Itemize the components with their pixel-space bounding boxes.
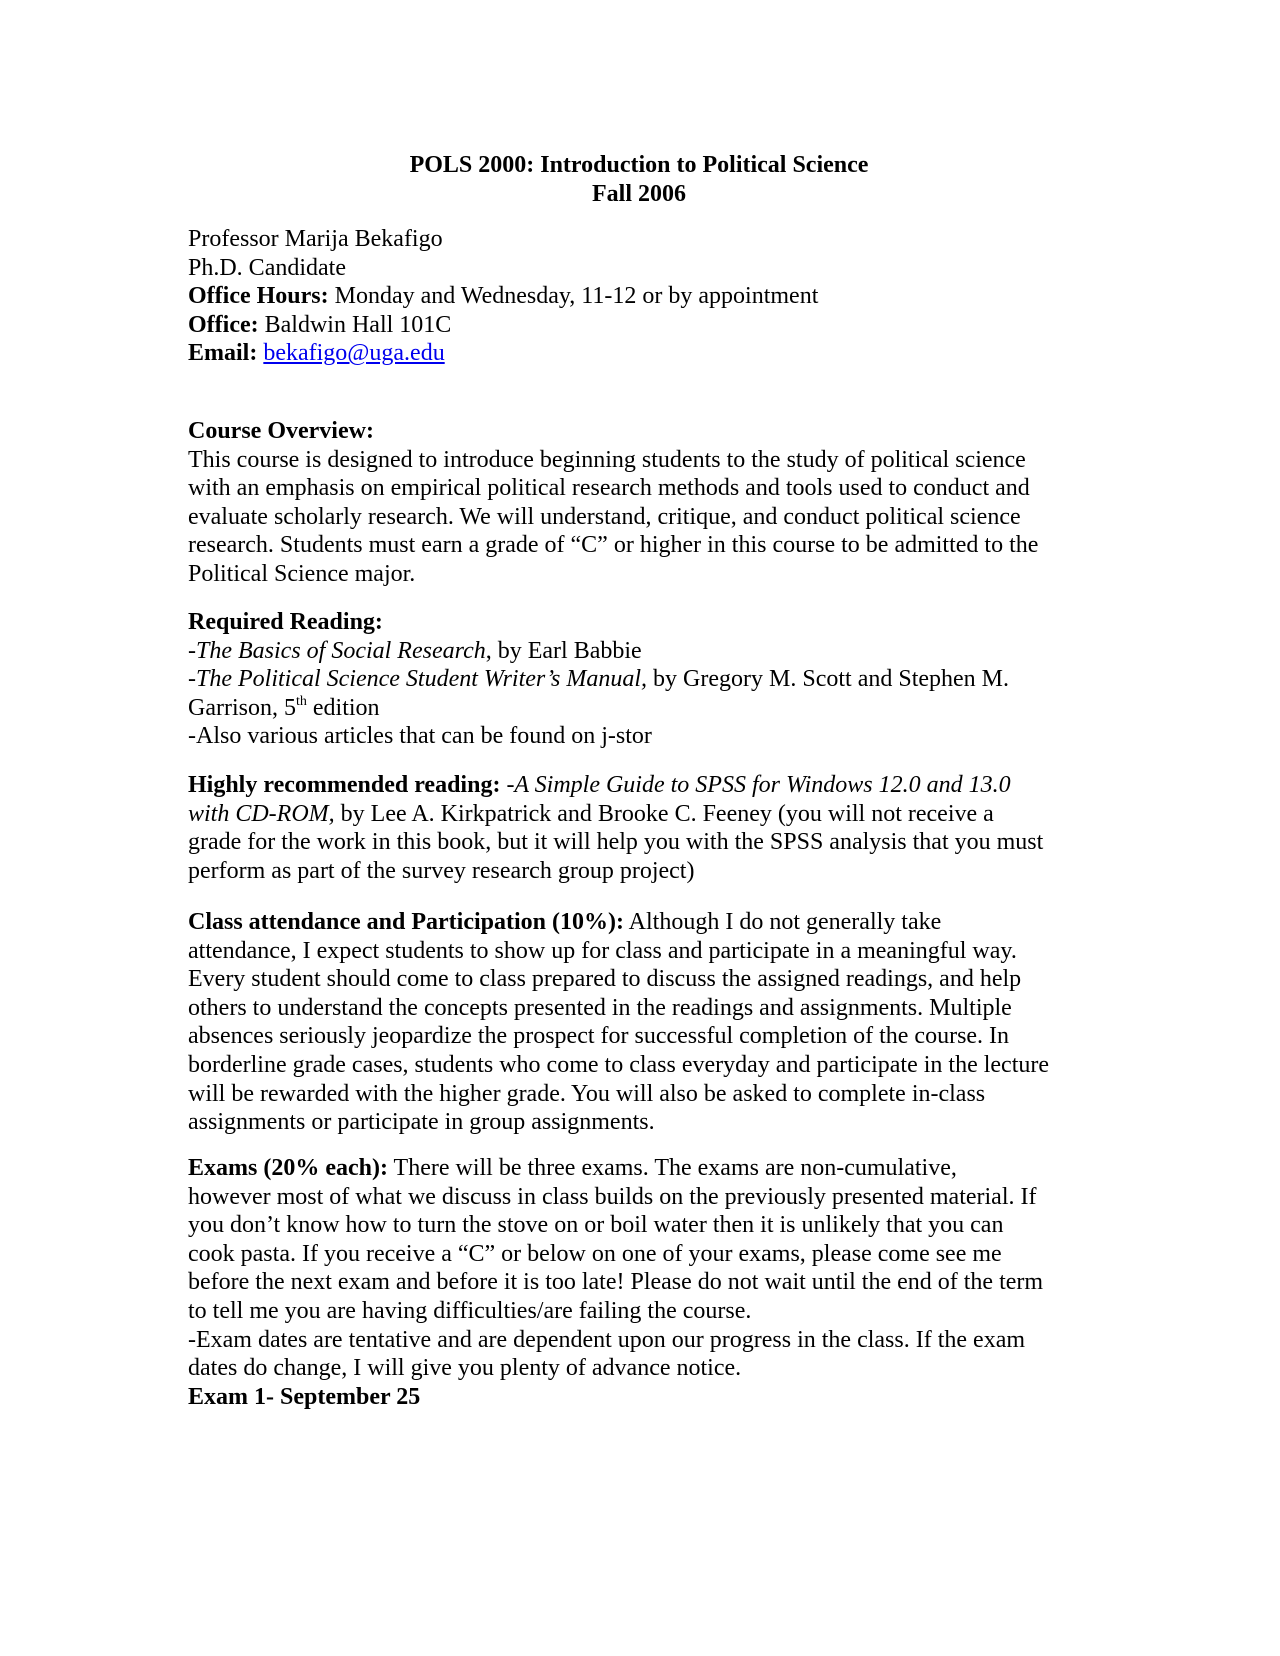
recommended-book-title-cont: with CD-ROM, (188, 800, 335, 827)
attendance-line: will be rewarded with the higher grade. You will also be asked to complete in-class (188, 1080, 986, 1107)
office-line (188, 311, 1108, 340)
required-book-2-edition: Garrison, 5th edition (188, 693, 380, 721)
office-label: Office: (188, 311, 259, 338)
recommended-reading-section (188, 771, 1108, 885)
office-hours-value: Monday and Wednesday, 11-12 or by appointment (334, 283, 819, 310)
required-articles: -Also various articles that can be found on j-stor (188, 723, 652, 750)
exams-section: Exams (20% each): There will be three exams. The exams are non-cumulative, however most of what we discuss in class builds on the previously presented material. If you don’t know how to turn the stove on or boil water then it is unlikely that you can cook pasta. If you receive a “C” or below on one of your exams, please come see me before the next exam and before it is too late! Please do not wait until the end of the term to tell me you are having difficulties/are failing the course. -Exam dates are tentative and are dependent upon our progress in the class. If the exam dates do change, I will give you plenty of advance notice. Exam 1- September 25 (188, 1154, 1108, 1411)
attendance-heading: Class attendance and Participation (10%): (188, 909, 624, 935)
term: Fall 2006 (592, 181, 686, 207)
attendance-line: others to understand the concepts presented in the readings and assignments. Multiple (188, 994, 1012, 1021)
recommended-line: grade for the work in this book, but it will help you with the SPSS analysis that you must (188, 829, 1044, 856)
recommended-book-title: -A Simple Guide to SPSS for Windows 12.0 and 13.0 (500, 772, 1011, 798)
attendance-line: absences seriously jeopardize the prospect for successful completion of the course. In (188, 1023, 1010, 1050)
office-value: Baldwin Hall 101C (264, 311, 452, 338)
course-overview-heading: Course Overview: (188, 418, 374, 444)
office-hours-label: Office Hours: (188, 283, 329, 310)
overview-line: This course is designed to introduce beginning students to the study of political science (188, 446, 1026, 473)
exams-line: you don’t know how to turn the stove on or boil water then it is unlikely that you can (188, 1212, 1004, 1239)
edition-superscript: th (295, 693, 307, 709)
instructor-status: Ph.D. Candidate (188, 254, 346, 281)
email-line (188, 339, 1108, 368)
attendance-line: assignments or participate in group assignments. (188, 1109, 655, 1136)
overview-line: with an emphasis on empirical political research methods and tools used to conduct and (188, 475, 1030, 502)
exam-1-date: Exam 1- September 25 (188, 1383, 421, 1410)
overview-line: Political Science major. (188, 560, 416, 587)
book-2-author: by Gregory M. Scott and Stephen M. (647, 666, 1010, 693)
exams-line: however most of what we discuss in class builds on the previously presented material. If (188, 1183, 1037, 1210)
exams-line: cook pasta. If you receive a “C” or below on one of your exams, please come see me (188, 1240, 1002, 1267)
attendance-line: attendance, I expect students to show up for class and participate in a meaningful way. (188, 937, 1017, 964)
recommended-book-authors: by Lee A. Kirkpatrick and Brooke C. Feeney (you will not receive a (334, 800, 994, 827)
book-1-title: -The Basics of Social Research (188, 637, 486, 664)
book-2-title: -The Political Science Student Writer’s Manual, (188, 666, 648, 693)
required-reading-heading: Required Reading: (188, 609, 383, 635)
instructor-name: Professor Marija Bekafigo (188, 226, 443, 252)
exams-line: dates do change, I will give you plenty of advance notice. (188, 1355, 742, 1382)
exams-heading: Exams (20% each): (188, 1155, 388, 1181)
exams-line: before the next exam and before it is too late! Please do not wait until the end of the term (188, 1269, 1044, 1296)
exams-line: -Exam dates are tentative and are dependent upon our progress in the class. If the exam (188, 1326, 1026, 1353)
instructor-info (188, 225, 1108, 368)
required-book-2 (188, 665, 1108, 694)
overview-line: research. Students must earn a grade of “C” or higher in this course to be admitted to the (188, 532, 1039, 559)
course-overview-section (188, 417, 1108, 589)
attendance-section: Class attendance and Participation (10%): Although I do not generally take attendance, I expect students to show up for class and participate in a meaningful way. Every student should come to class prepared to discuss the assigned readings, and help others to understand the concepts presented in the readings and assignments. Multiple absences seriously jeopardize the prospect for successful completion of the course. In borderline grade cases, students who come to class everyday and participate in the lecture will be rewarded with the higher grade. You will also be asked to complete in-class assignments or participate in group assignments. (188, 908, 1108, 1137)
office-hours-line (188, 282, 1108, 311)
email-link[interactable]: bekafigo@uga.edu (263, 340, 445, 367)
attendance-line: borderline grade cases, students who come to class everyday and participate in the lecture (188, 1051, 1049, 1078)
recommended-line: perform as part of the survey research group project) (188, 857, 695, 884)
required-reading-section (188, 608, 1108, 751)
required-book-1 (188, 637, 1108, 666)
document-title (188, 151, 1090, 209)
overview-line: evaluate scholarly research. We will understand, critique, and conduct political science (188, 503, 1021, 530)
book-1-author: , by Earl Babbie (485, 637, 642, 664)
attendance-line: Every student should come to class prepared to discuss the assigned readings, and help (188, 966, 1022, 993)
email-label: Email: (188, 340, 258, 367)
recommended-reading-heading: Highly recommended reading: (188, 772, 501, 798)
exams-line: to tell me you are having difficulties/are failing the course. (188, 1297, 752, 1324)
course-title: POLS 2000: Introduction to Political Science (409, 152, 869, 178)
